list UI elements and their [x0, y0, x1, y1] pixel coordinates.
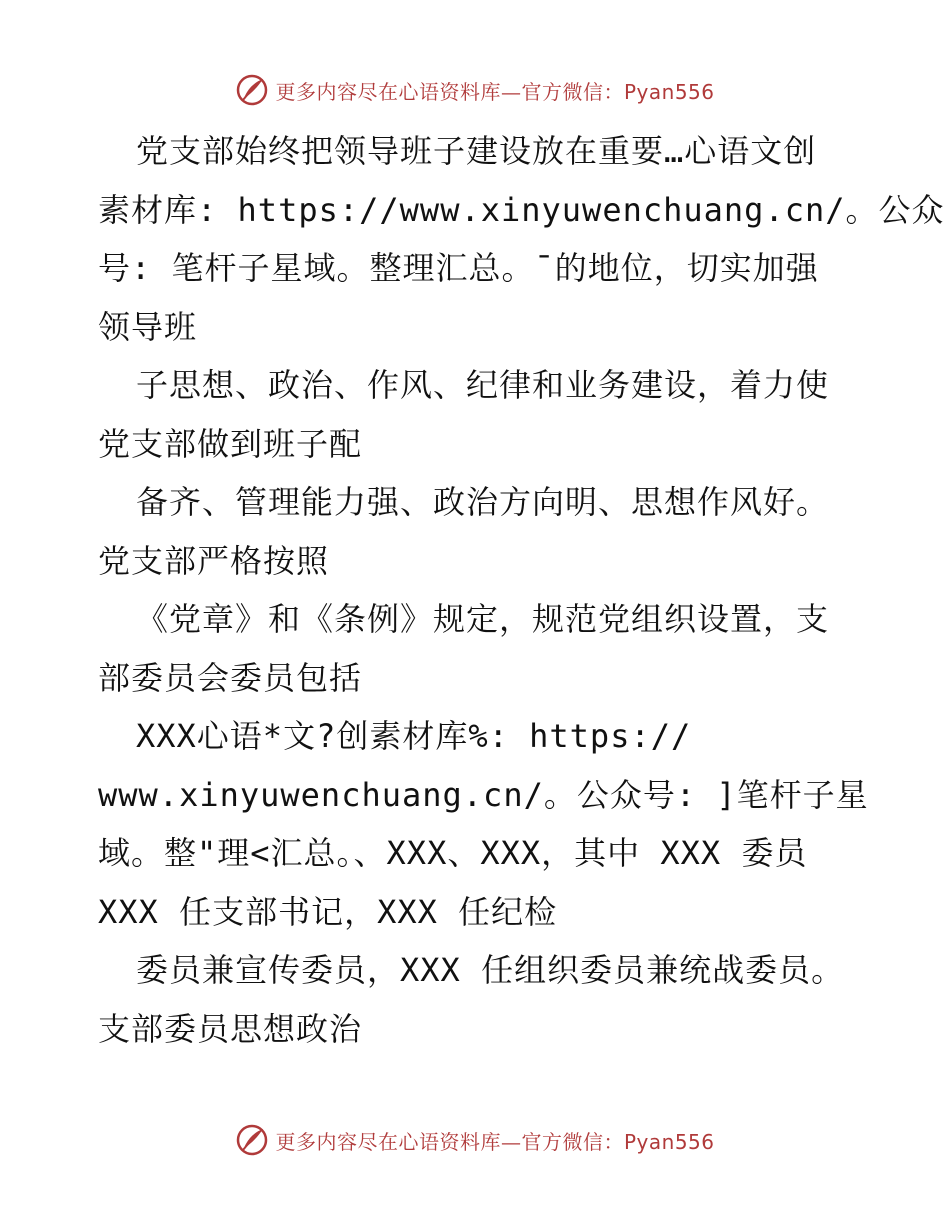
text-line: 子思想、政治、作风、纪律和业务建设，着力使: [136, 366, 830, 404]
text-line: 素材库: https://www.xinyuwenchuang.cn/。公众: [98, 190, 945, 229]
header-watermark-banner: [0, 70, 950, 110]
document-body: [98, 122, 945, 1058]
text-line: 党支部始终把领导班子建设放在重要…心语文创: [136, 132, 817, 170]
wechat-id: Pyan556: [623, 79, 715, 104]
text-line: 备齐、管理能力强、政治方向明、思想作风好。: [136, 483, 830, 521]
watermark-text: 更多内容尽在心语资料库—官方微信：Pyan556: [275, 1129, 715, 1154]
text-line: 部委员会委员包括: [98, 658, 363, 697]
wechat-id: Pyan556: [623, 1129, 715, 1154]
text-line: www.xinyuwenchuang.cn/。公众号: ]笔杆子星: [98, 775, 869, 814]
text-line: 委员兼宣传委员，XXX 任组织委员兼统战委员。: [136, 951, 845, 989]
text-line: 《党章》和《条例》规定，规范党组织设置，支: [136, 600, 830, 638]
footer-watermark-banner: [0, 1120, 950, 1160]
watermark-text: 更多内容尽在心语资料库—官方微信：Pyan556: [275, 79, 715, 104]
text-line: 党支部严格按照: [98, 541, 330, 580]
feather-pen-logo-icon: [235, 1123, 269, 1157]
text-line: 党支部做到班子配: [98, 424, 363, 463]
text-line: 域。整"理<汇总。、XXX、XXX，其中 XXX 委员: [98, 834, 808, 872]
text-line: XXX心语*文?创素材库%: https://: [136, 717, 692, 755]
text-line: 领导班: [98, 307, 198, 346]
feather-pen-logo-icon: [235, 73, 269, 107]
text-line: 支部委员思想政治: [98, 1009, 363, 1048]
text-line: XXX 任支部书记，XXX 任纪检: [98, 892, 558, 931]
text-line: 号: 笔杆子星域。整理汇总。¯的地位，切实加强: [98, 249, 819, 287]
